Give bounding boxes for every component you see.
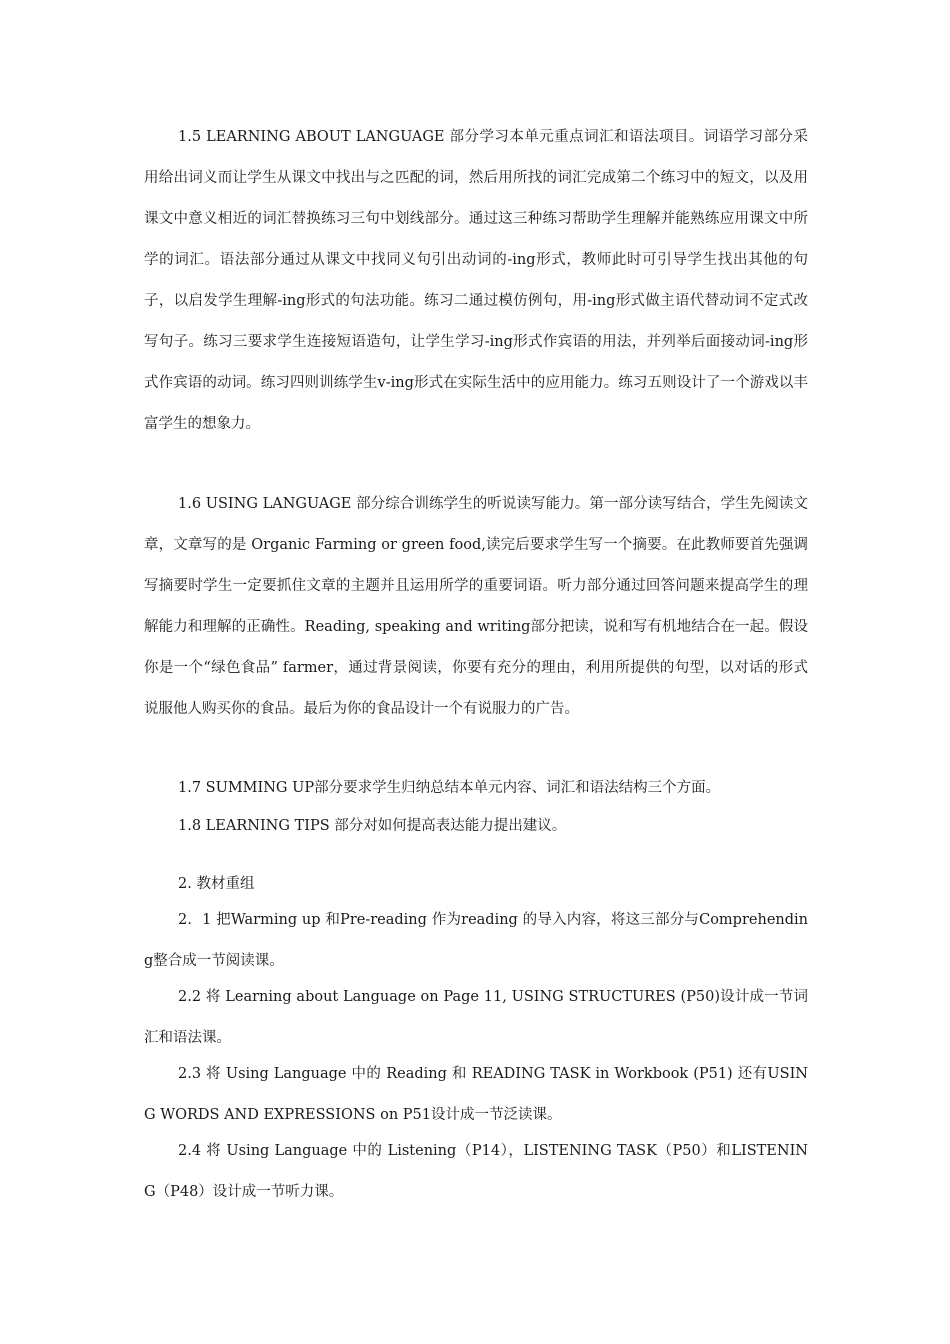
paragraph-1-5: 1.5 LEARNING ABOUT LANGUAGE 部分学习本单元重点词汇和语法项目。词语学习部分采用给出词义而让学生从课文中找出与之匹配的词，然后用所找的词汇完成第二个练习中的短文，以及用课文中意义相近的词汇替换练习三句中划线部分。通过这三种练习帮助学生理解并能熟练应用课文中所学的词汇。语法部分通过从课文中找同义句引出动词的-ing形式，教师此时可引导学生找出其他的句子，以启发学生理解-ing形式的句法功能。练习二通过模仿例句，用-ing形式做主语代替动词不定式改写句子。练习三要求学生连接短语造句，让学生学习-ing形式作宾语的用法，并列举后面接动词-ing形式作宾语的动词。练习四则训练学生v-ing形式在实际生活中的应用能力。练习五则设计了一个游戏以丰富学生的想象力。	[144, 129, 808, 432]
paragraph-2-3: 2.3 将 Using Language 中的 Reading 和 READING TASK in Workbook (P51) 还有USING WORDS AND EXPRESSIONS on P51设计成一节泛读课。	[144, 1066, 808, 1123]
paragraph-2-4: 2.4 将 Using Language 中的 Listening（P14），LISTENING TASK（P50）和LISTENING（P48）设计成一节听力课。	[144, 1143, 808, 1200]
paragraph-2-1: 2．1 把Warming up 和Pre-reading 作为reading 的导入内容，将这三部分与Comprehending整合成一节阅读课。	[144, 912, 808, 969]
paragraph-1-8: 1.8 LEARNING TIPS 部分对如何提高表达能力提出建议。	[178, 818, 567, 834]
paragraph-1-6: 1.6 USING LANGUAGE 部分综合训练学生的听说读写能力。第一部分读写结合，学生先阅读文章，文章写的是 Organic Farming or green food,读完后要求学生写一个摘要。在此教师要首先强调写摘要时学生一定要抓住文章的主题并且运用所学的重要词语。听力部分通过回答问题来提高学生的理解能力和理解的正确性。Reading, speaking and writing部分把读，说和写有机地结合在一起。假设你是一个“绿色食品” farmer，通过背景阅读，你要有充分的理由，利用所提供的句型，以对话的形式说服他人购买你的食品。最后为你的食品设计一个有说服力的广告。	[144, 496, 808, 717]
section-heading-2: 2. 教材重组	[178, 876, 255, 892]
paragraph-1-7: 1.7 SUMMING UP部分要求学生归纳总结本单元内容、词汇和语法结构三个方面。	[178, 780, 721, 796]
paragraph-2-2: 2.2 将 Learning about Language on Page 11, USING STRUCTURES (P50)设计成一节词汇和语法课。	[144, 989, 808, 1046]
